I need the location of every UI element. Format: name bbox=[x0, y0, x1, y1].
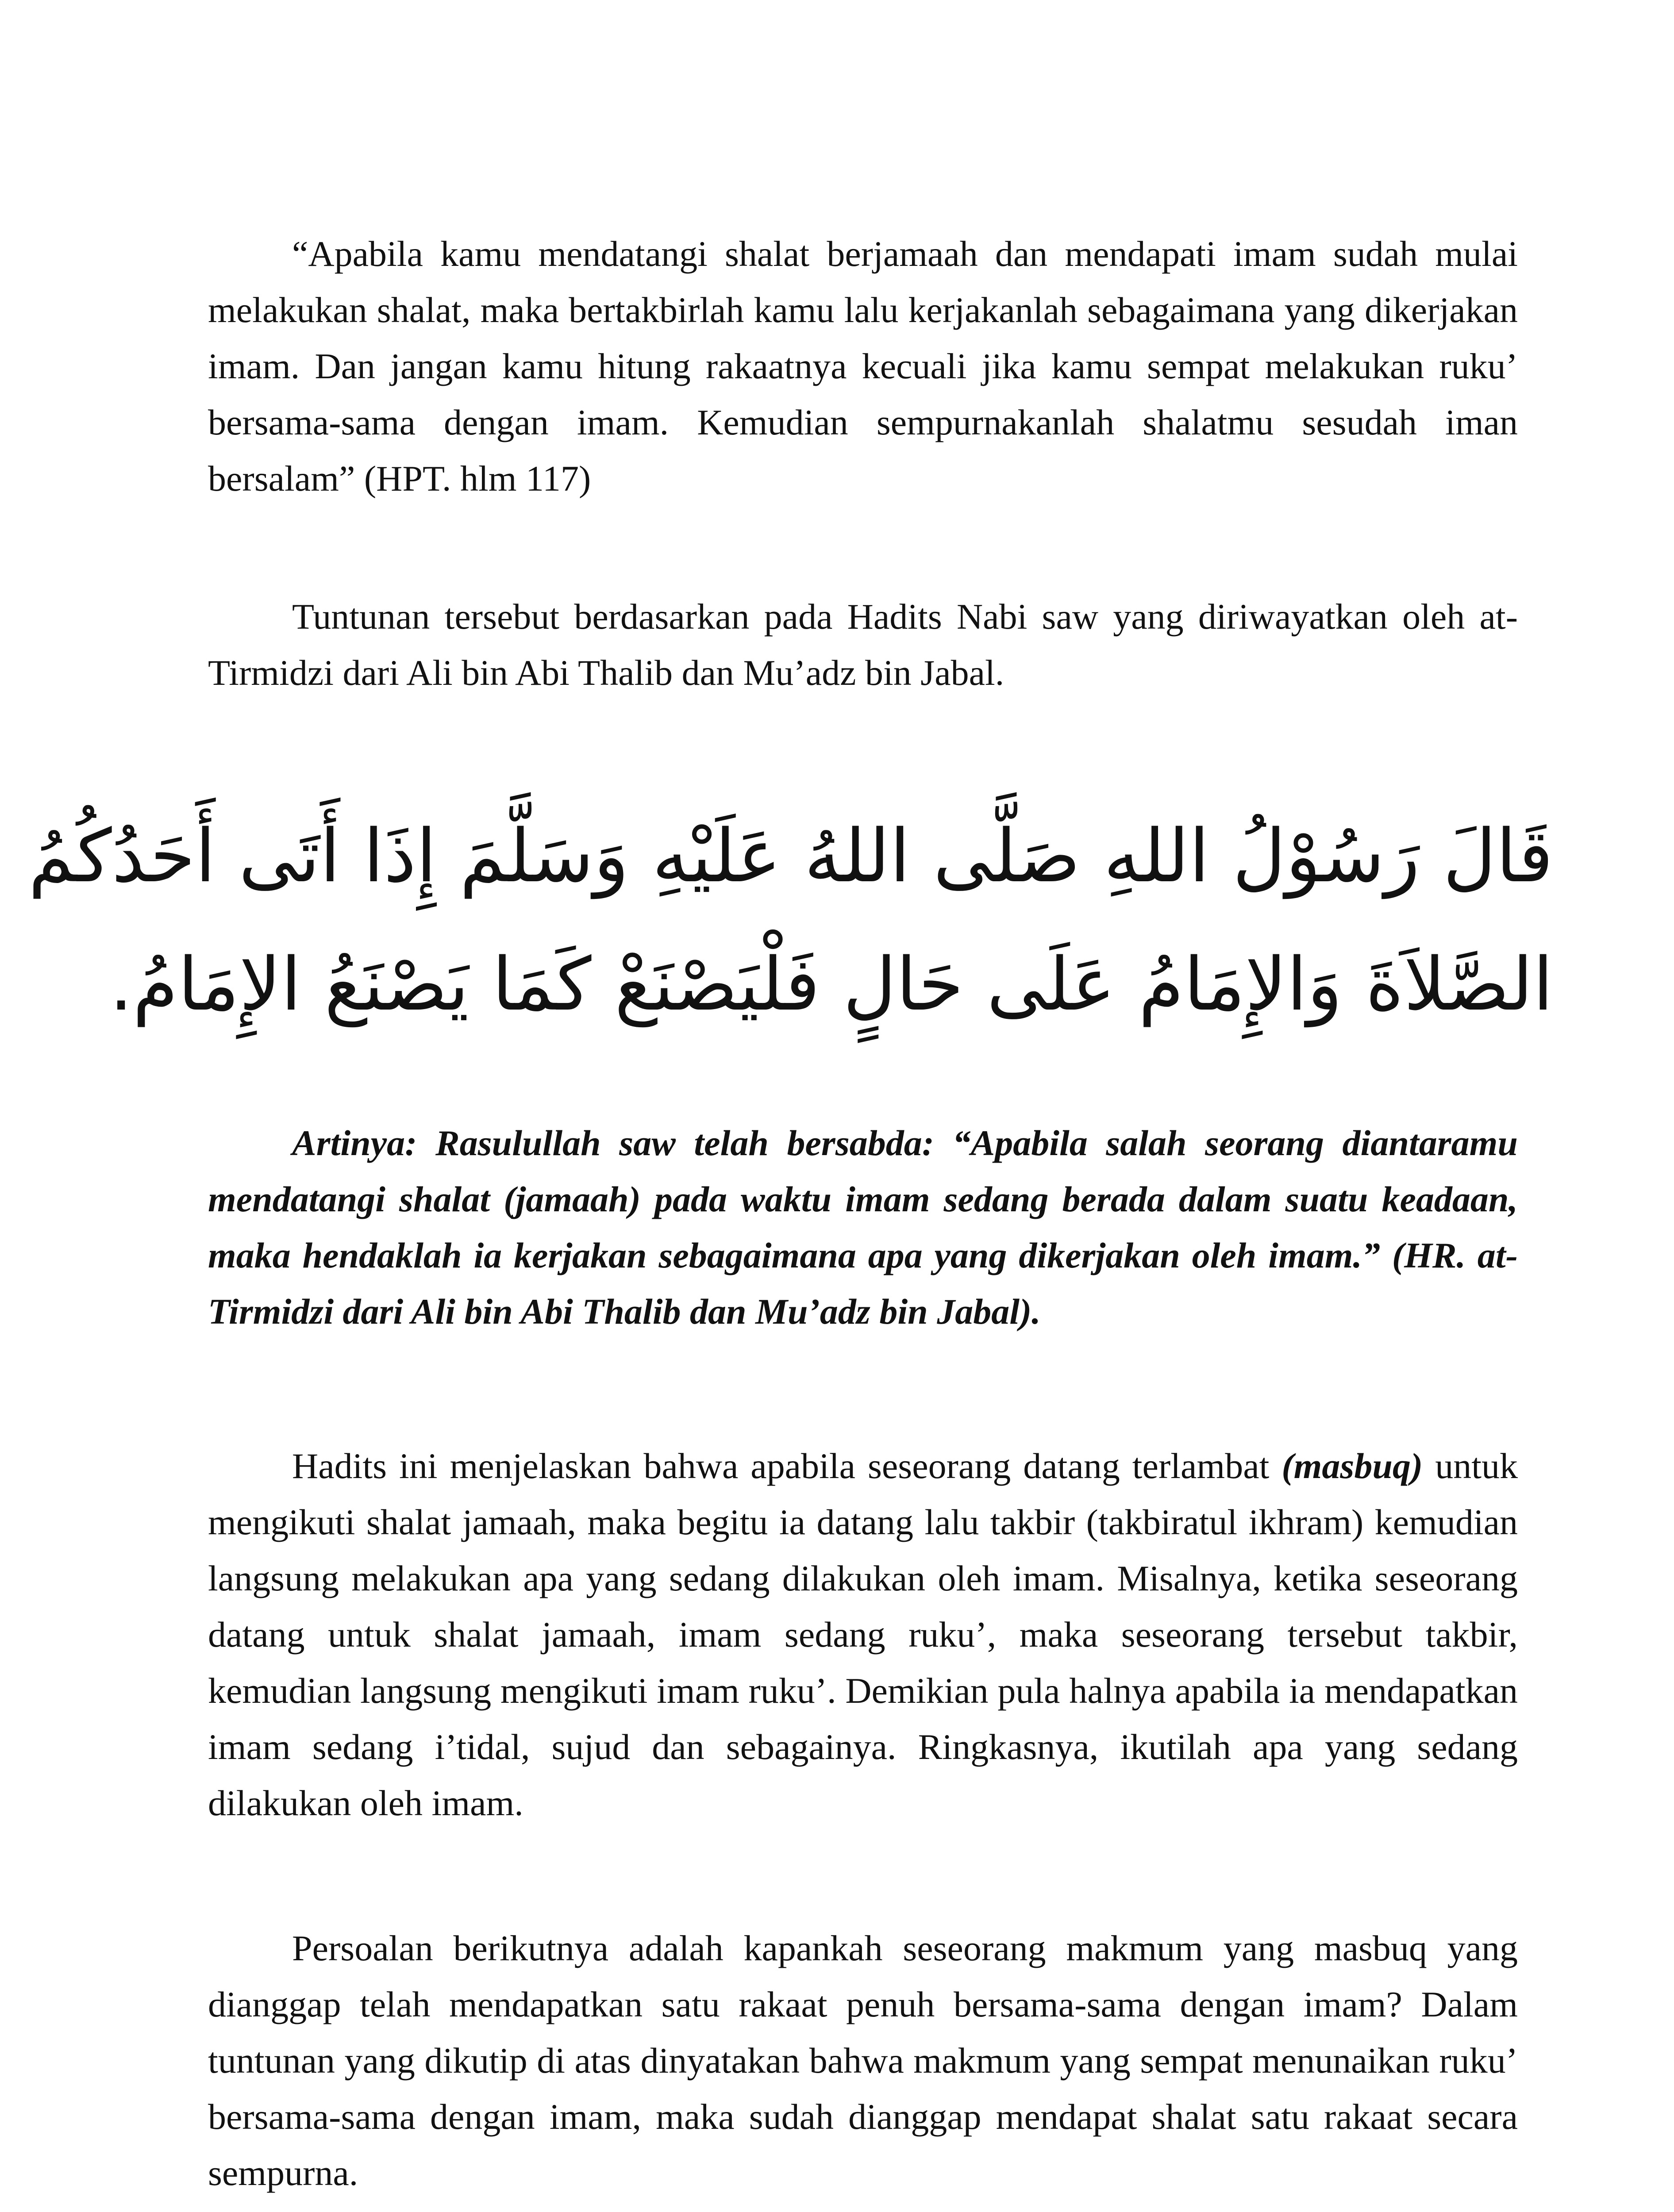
arabic-line-1: قَالَ رَسُوْلُ اللهِ صَلَّى اللهُ عَلَيْهِ وَسَلَّمَ إِذَا أَتَى أَحَدُكُمُ bbox=[28, 814, 1553, 899]
quote-paragraph: “Apabila kamu mendatangi shalat berjamaah dan mendapati imam sudah mulai melakukan shalat, maka bertakbirlah kamu lalu kerjakanlah sebagaimana yang dikerjakan imam. Dan jangan kamu hitung rakaatnya kecuali jika kamu sempat melakukan ruku’ bersama-sama dengan imam. Kemudian sempurnakanlah shalatmu sesudah iman bersalam” (HPT. hlm 117) bbox=[208, 234, 1518, 499]
hadits-explanation-paragraph bbox=[208, 1438, 1518, 1831]
tuntunan-paragraph: Tuntunan tersebut berdasarkan pada Hadits Nabi saw yang diriwayatkan oleh at-Tirmidzi dari Ali bin Abi Thalib dan Mu’adz bin Jabal. bbox=[208, 596, 1518, 693]
arabic-line-2: الصَّلاَةَ وَالإِمَامُ عَلَى حَالٍ فَلْيَصْنَعْ كَمَا يَصْنَعُ الإِمَامُ. bbox=[109, 942, 1553, 1027]
translation-paragraph: Artinya: Rasulullah saw telah bersabda: “Apabila salah seorang diantaramu mendatangi shalat (jamaah) pada waktu imam sedang berada dalam suatu keadaan, maka hendaklah ia kerjakan sebagaimana apa yang dikerjakan oleh imam.” (HR. at-Tirmidzi dari Ali bin Abi Thalib dan Mu’adz bin Jabal). bbox=[208, 1123, 1518, 1332]
hadits-text-after: untuk mengikuti shalat jamaah, maka begitu ia datang lalu takbir (takbiratul ikhram) kemudian langsung melakukan apa yang sedang dilakukan oleh imam. Misalnya, ketika seseorang datang untuk shalat jamaah, imam sedang ruku’, maka seseorang tersebut takbir, kemudian langsung mengikuti imam ruku’. Demikian pula halnya apabila ia mendapatkan imam sedang i’tidal, sujud dan sebagainya. Ringkasnya, ikutilah apa yang sedang dilakukan oleh imam. bbox=[208, 1446, 1518, 1823]
masbuq-term: (masbuq) bbox=[1281, 1446, 1423, 1486]
arabic-hadith-text bbox=[28, 792, 1553, 1048]
persoalan-paragraph: Persoalan berikutnya adalah kapankah seseorang makmum yang masbuq yang dianggap telah mendapatkan satu rakaat penuh bersama-sama dengan imam? Dalam tuntunan yang dikutip di atas dinyatakan bahwa makmum yang sempat menunaikan ruku’ bersama-sama dengan imam, maka sudah dianggap mendapat shalat satu rakaat secara sempurna. bbox=[208, 1928, 1518, 2193]
hadits-text-before: Hadits ini menjelaskan bahwa apabila seseorang datang terlambat bbox=[292, 1446, 1282, 1486]
